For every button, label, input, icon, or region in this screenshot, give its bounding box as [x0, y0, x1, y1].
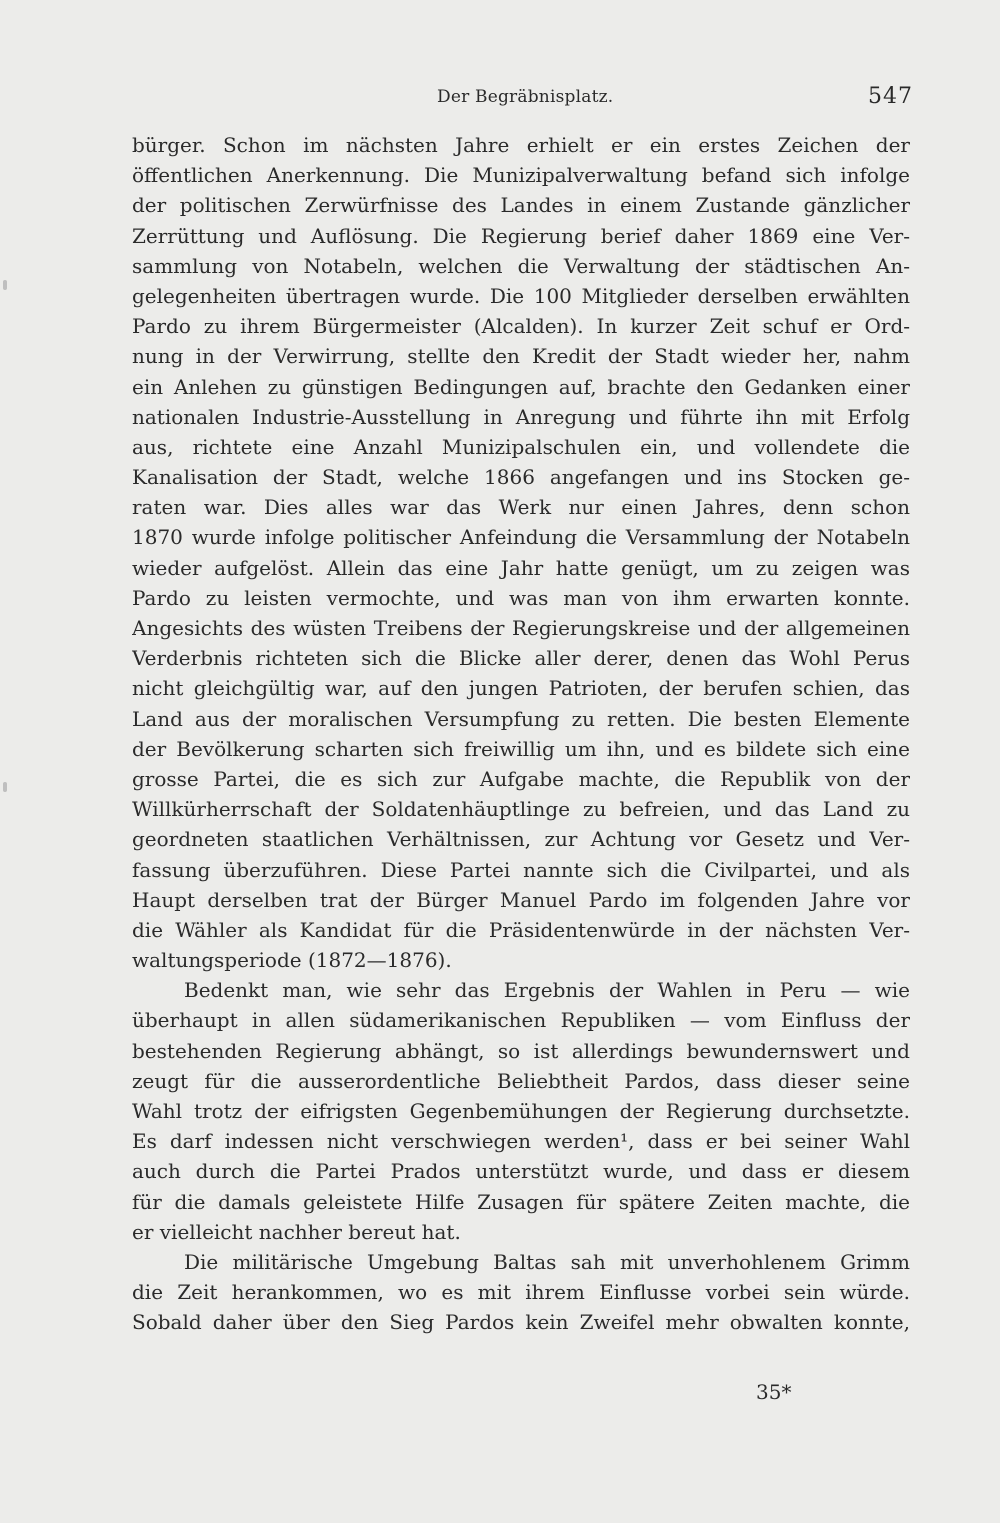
text-line: Verderbnis richteten sich die Blicke aller derer, denen das Wohl Perus	[132, 646, 910, 671]
text-line: wieder aufgelöst. Allein das eine Jahr hatte genügt, um zu zeigen was	[132, 555, 910, 580]
text-line: die Zeit herankommen, wo es mit ihrem Einflusse vorbei sein würde.	[132, 1280, 910, 1305]
running-head	[0, 86, 1000, 116]
margin-mark	[3, 280, 7, 290]
body-text	[132, 130, 910, 1338]
text-line: zeugt für die ausserordentliche Beliebtheit Pardos, dass dieser seine	[132, 1068, 910, 1093]
text-line: Willkürherrschaft der Soldatenhäuptlinge zu befreien, und das Land zu	[132, 797, 910, 822]
text-line: geordneten staatlichen Verhältnissen, zur Achtung vor Gesetz und Ver-	[132, 827, 910, 852]
text-line: auch durch die Partei Prados unterstützt wurde, und dass er diesem	[132, 1159, 910, 1184]
text-line: 1870 wurde infolge politischer Anfeindung die Versammlung der Notabeln	[132, 525, 910, 550]
signature-mark: 35*	[756, 1380, 792, 1404]
text-line: aus, richtete eine Anzahl Munizipalschulen ein, und vollendete die	[132, 434, 910, 459]
text-line: Angesichts des wüsten Treibens der Regierungskreise und der allgemeinen	[132, 616, 910, 640]
text-line: bürger. Schon im nächsten Jahre erhielt er ein erstes Zeichen der	[132, 133, 910, 157]
text-line: ein Anlehen zu günstigen Bedingungen auf, brachte den Gedanken einer	[132, 374, 910, 399]
text-line: grosse Partei, die es sich zur Aufgabe machte, die Republik von der	[132, 766, 910, 791]
text-line: der Bevölkerung scharten sich freiwillig um ihn, und es bildete sich eine	[132, 736, 910, 761]
text-line: Sobald daher über den Sieg Pardos kein Zweifel mehr obwalten konnte,	[132, 1310, 910, 1335]
text-line: Wahl trotz der eifrigsten Gegenbemühungen der Regierung durchsetzte.	[132, 1099, 910, 1123]
text-line: fassung überzuführen. Diese Partei nannte sich die Civilpartei, und als	[132, 857, 910, 882]
text-line: nicht gleichgültig war, auf den jungen Patrioten, der berufen schien, das	[132, 676, 910, 701]
text-line: Pardo zu ihrem Bürgermeister (Alcalden). In kurzer Zeit schuf er Ord-	[132, 314, 910, 339]
text-line: waltungsperiode (1872—1876).	[132, 948, 452, 973]
text-line: er vielleicht nachher bereut hat.	[132, 1219, 461, 1244]
text-line: Land aus der moralischen Versumpfung zu retten. Die besten Elemente	[132, 706, 910, 731]
text-line: Die militärische Umgebung Baltas sah mit unverhohlenem Grimm	[184, 1249, 910, 1274]
text-line: überhaupt in allen südamerikanischen Republiken — vom Einfluss der	[132, 1008, 910, 1033]
text-line: Haupt derselben trat der Bürger Manuel Pardo im folgenden Jahre vor	[132, 887, 910, 912]
text-line: Kanalisation der Stadt, welche 1866 angefangen und ins Stocken ge-	[132, 465, 910, 490]
text-line: raten war. Dies alles war das Werk nur einen Jahres, denn schon	[132, 495, 910, 520]
text-line: bestehenden Regierung abhängt, so ist allerdings bewundernswert und	[132, 1038, 910, 1063]
margin-mark	[3, 782, 7, 792]
text-line: die Wähler als Kandidat für die Präsidentenwürde in der nächsten Ver-	[132, 917, 910, 942]
page-number: 547	[868, 84, 913, 109]
running-title: Der Begräbnisplatz.	[437, 87, 614, 107]
text-line: nationalen Industrie-Ausstellung in Anregung und führte ihn mit Erfolg	[132, 404, 910, 429]
text-line: Pardo zu leisten vermochte, und was man von ihm erwarten konnte.	[132, 585, 910, 610]
text-line: nung in der Verwirrung, stellte den Kredit der Stadt wieder her, nahm	[132, 344, 910, 369]
text-line: für die damals geleistete Hilfe Zusagen für spätere Zeiten machte, die	[132, 1189, 910, 1214]
text-line: der politischen Zerwürfnisse des Landes in einem Zustande gänzlicher	[132, 193, 910, 218]
text-line: gelegenheiten übertragen wurde. Die 100 Mitglieder derselben erwählten	[132, 283, 910, 308]
text-line: Bedenkt man, wie sehr das Ergebnis der Wahlen in Peru — wie	[184, 978, 910, 1003]
text-line: Zerrüttung und Auflösung. Die Regierung berief daher 1869 eine Ver-	[132, 223, 910, 248]
text-line: sammlung von Notabeln, welchen die Verwaltung der städtischen An-	[132, 253, 910, 278]
text-line: Es darf indessen nicht verschwiegen werden¹, dass er bei seiner Wahl	[132, 1129, 910, 1154]
text-line: öffentlichen Anerkennung. Die Munizipalverwaltung befand sich infolge	[132, 163, 910, 188]
